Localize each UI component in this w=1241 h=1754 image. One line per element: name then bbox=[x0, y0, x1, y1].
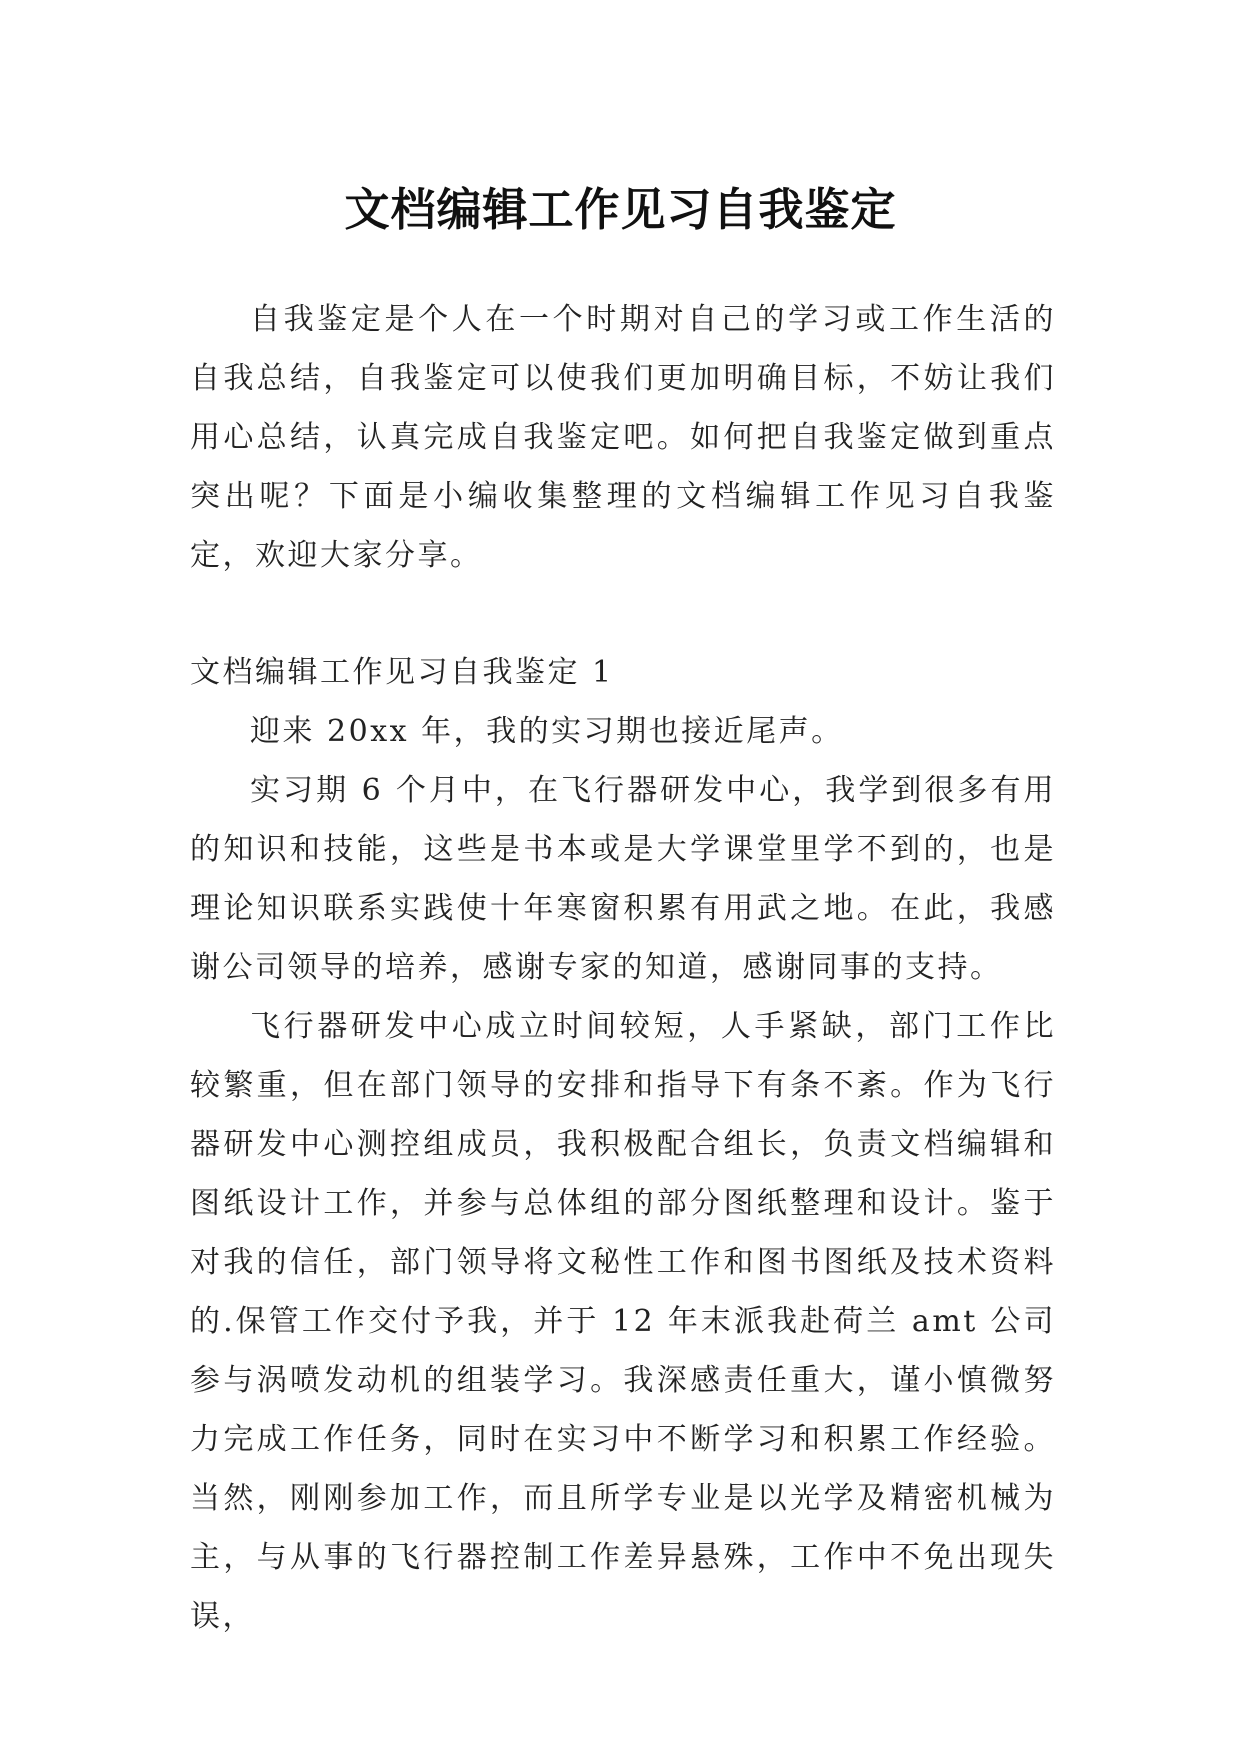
section-spacer bbox=[190, 585, 1056, 643]
section-heading: 文档编辑工作见习自我鉴定 1 bbox=[190, 655, 614, 690]
body-paragraph-1: 迎来 20xx 年，我的实习期也接近尾声。 bbox=[250, 714, 844, 749]
body-paragraph-2: 实习期 6 个月中，在飞行器研发中心，我学到很多有用的知识和技能，这些是书本或是大学课堂里学不到的，也是理论知识联系实践使十年寒窗积累有用武之地。在此，我感谢公司领导的培养，感谢专家的知道，感谢同事的支持。 bbox=[190, 773, 1056, 985]
body-paragraph-3: 飞行器研发中心成立时间较短，人手紧缺，部门工作比较繁重，但在部门领导的安排和指导下有条不紊。作为飞行器研发中心测控组成员，我积极配合组长，负责文档编辑和图纸设计工作，并参与总体组的部分图纸整理和设计。鉴于对我的信任，部门领导将文秘性工作和图书图纸及技术资料的.保管工作交付予我，并于 12 年末派我赴荷兰 amt 公司参与涡喷发动机的组装学习。我深感责任重大，谨小慎微努力完成工作任务，同时在实习中不断学习和积累工作经验。当然，刚刚参加工作，而且所学专业是以光学及精密机械为主，与从事的飞行器控制工作差异悬殊，工作中不免出现失误， bbox=[190, 1009, 1056, 1634]
document-body bbox=[190, 290, 1056, 1646]
intro-paragraph: 自我鉴定是个人在一个时期对自己的学习或工作生活的自我总结，自我鉴定可以使我们更加明确目标，不妨让我们用心总结，认真完成自我鉴定吧。如何把自我鉴定做到重点突出呢？下面是小编收集整理的文档编辑工作见习自我鉴定，欢迎大家分享。 bbox=[190, 302, 1056, 573]
document-title: 文档编辑工作见习自我鉴定 bbox=[344, 183, 897, 237]
